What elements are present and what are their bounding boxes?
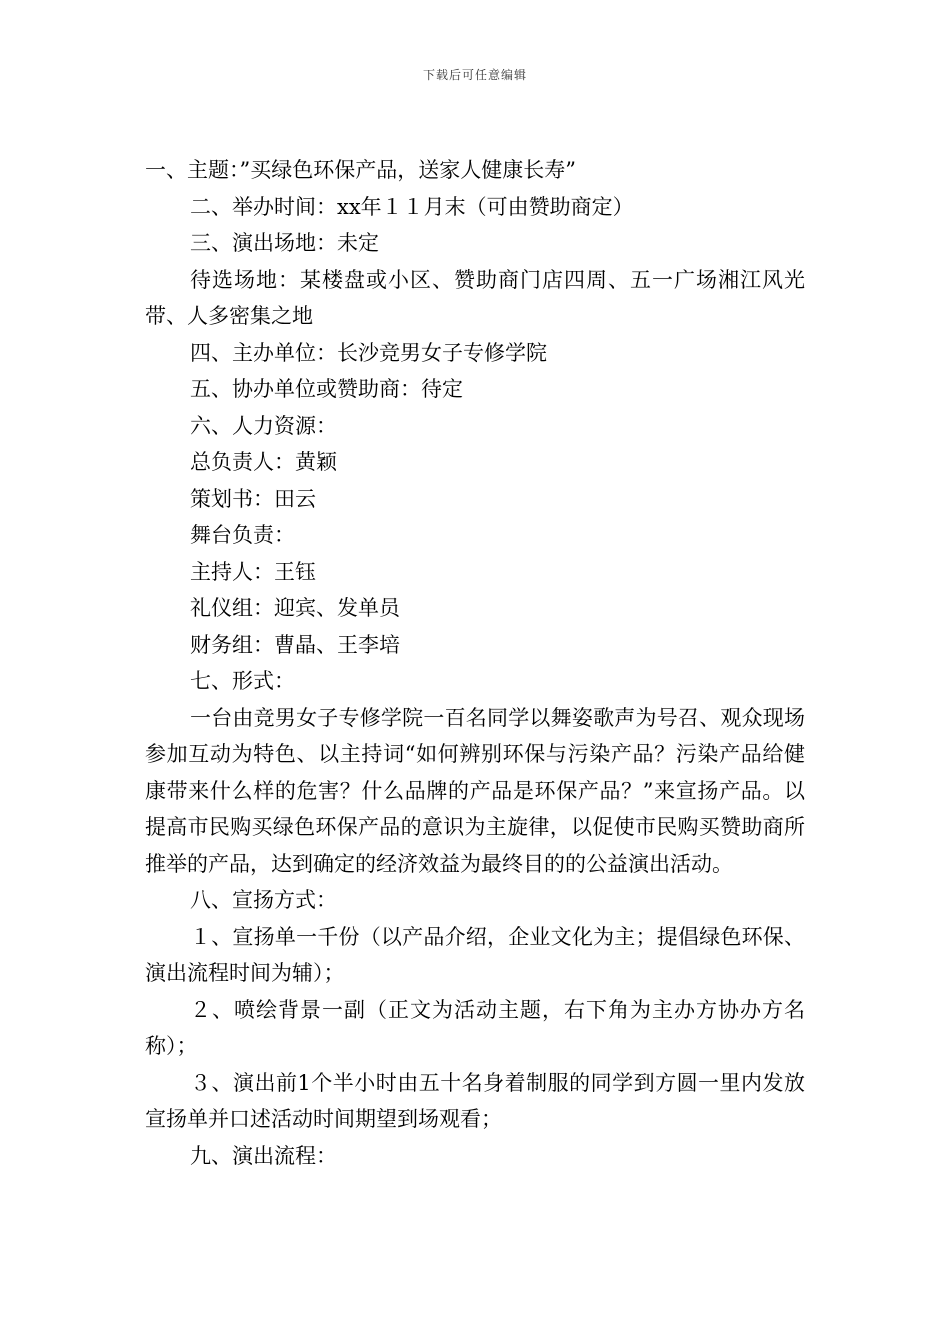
staff-planner: 策划书：田云 — [190, 486, 316, 511]
staff-general-manager: 总负责人：黄颖 — [190, 450, 337, 474]
candidate-venues: 待选场地：某楼盘或小区、赞助商门店四周、五一广场湘江风光带、人多密集之地 — [145, 267, 805, 328]
format-description: 一台由竞男女子专修学院一百名同学以舞姿歌声为号召、观众现场参加互动为特色、以主持词“如何辨别环保与污染产品？污染产品给健康带来什么样的危害？什么品牌的产品是环保产品？”来宣扬产品。以提高市民购买绿色环保产品的意识为主旋律，以促使市民购买赞助商所推举的产品，达到确定的经济效益为最终目的的公益演出活动。 — [145, 705, 805, 876]
section-theme: 一、主题：”买绿色环保产品，送家人健康长寿” — [145, 158, 576, 182]
section-organizer: 四、主办单位：长沙竞男女子专修学院 — [190, 340, 547, 365]
section-format: 七、形式： — [190, 669, 295, 693]
staff-stage: 舞台负责： — [190, 523, 295, 547]
section-promotion: 八、宣扬方式： — [190, 888, 337, 912]
section-venue: 三、演出场地：未定 — [190, 231, 379, 255]
promotion-item-3: ３、演出前1个半小时由五十名身着制服的同学到方圆一里内发放宣扬单并口述活动时间期望到场观看； — [145, 1070, 805, 1131]
staff-host: 主持人：王钰 — [190, 559, 316, 584]
section-human-resources: 六、人力资源： — [190, 413, 337, 438]
document-body — [145, 152, 805, 1174]
staff-etiquette: 礼仪组：迎宾、发单员 — [190, 596, 400, 620]
staff-finance: 财务组：曹晶、王李培 — [190, 632, 400, 657]
section-co-organizer: 五、协办单位或赞助商：待定 — [190, 377, 463, 401]
promotion-item-1: １、宣扬单一千份（以产品介绍，企业文化为主；提倡绿色环保、演出流程时间为辅）； — [145, 924, 805, 985]
section-time: 二、举办时间：xx年１１月末（可由赞助商定） — [190, 194, 634, 219]
section-performance-flow: 九、演出流程： — [190, 1143, 337, 1168]
promotion-item-2: ２、喷绘背景一副（正文为活动主题，右下角为主办方协办方名称）； — [145, 997, 805, 1058]
header-note: 下载后可任意编辑 — [422, 68, 527, 82]
